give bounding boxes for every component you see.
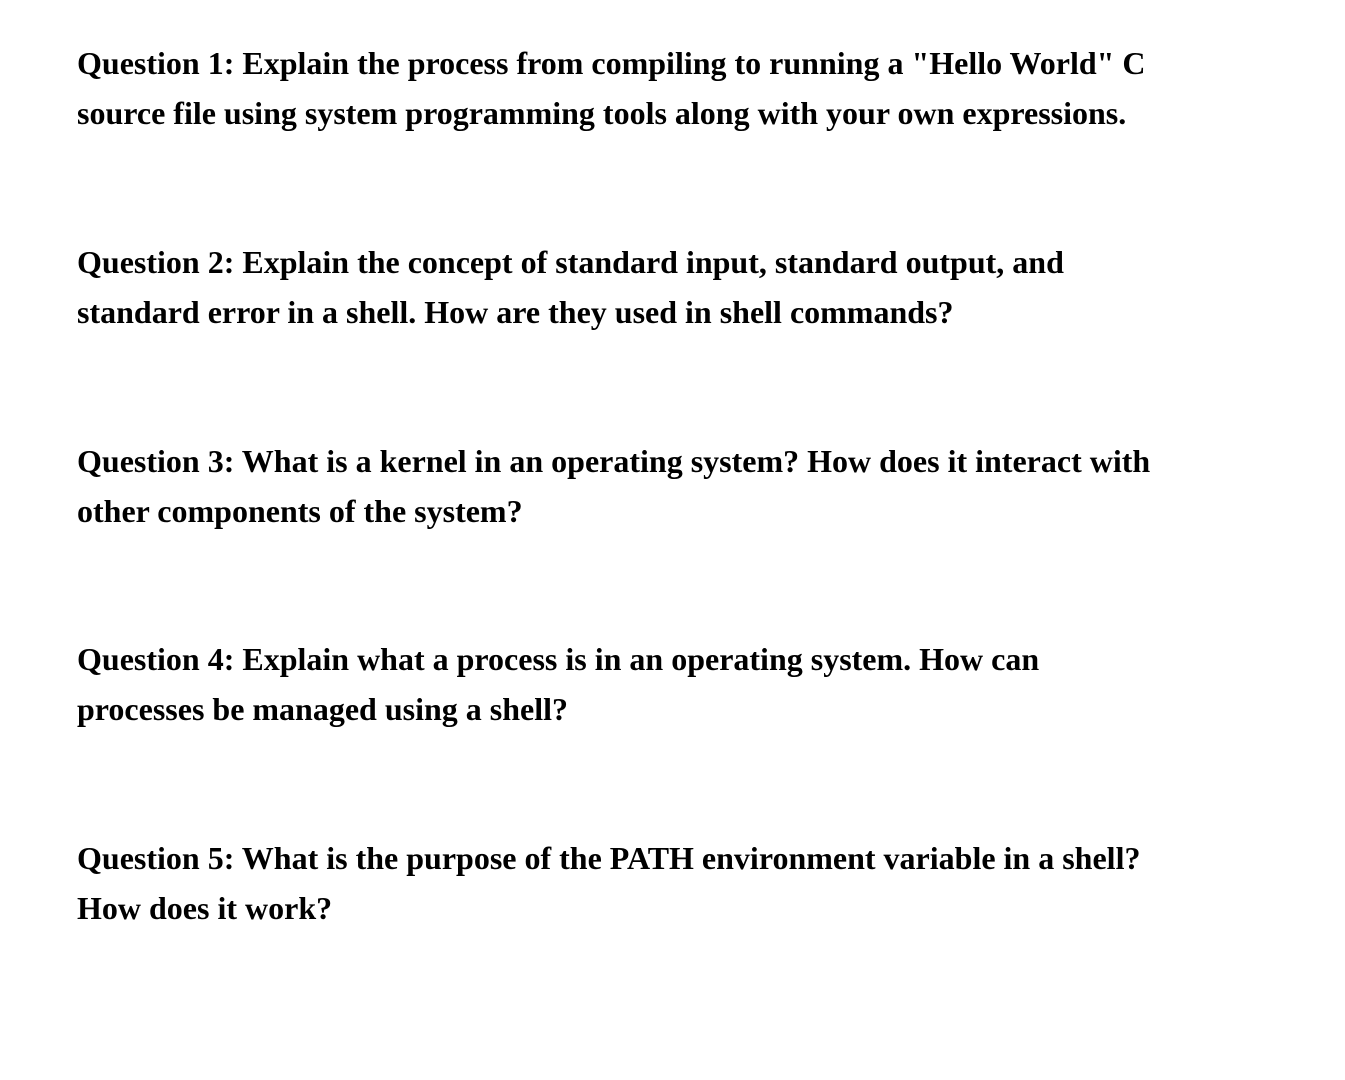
question-3-line-1: Question 3: What is a kernel in an operating system? How does it interact with (77, 443, 1151, 479)
question-1-line-1: Question 1: Explain the process from compiling to running a "Hello World" C (77, 45, 1146, 81)
question-2-line-2: standard error in a shell. How are they used in shell commands? (77, 294, 954, 330)
question-4 (77, 634, 1297, 734)
question-5-line-2: How does it work? (77, 890, 333, 926)
question-1-line-2: source file using system programming tools along with your own expressions. (77, 95, 1127, 131)
question-4-line-1: Question 4: Explain what a process is in an operating system. How can (77, 641, 1040, 677)
question-3-line-2: other components of the system? (77, 493, 523, 529)
question-5 (77, 833, 1297, 933)
question-2 (77, 237, 1297, 337)
question-1 (77, 38, 1297, 138)
question-3 (77, 436, 1297, 536)
question-5-line-1: Question 5: What is the purpose of the PATH environment variable in a shell? (77, 840, 1141, 876)
question-2-line-1: Question 2: Explain the concept of standard input, standard output, and (77, 244, 1064, 280)
question-4-line-2: processes be managed using a shell? (77, 691, 569, 727)
